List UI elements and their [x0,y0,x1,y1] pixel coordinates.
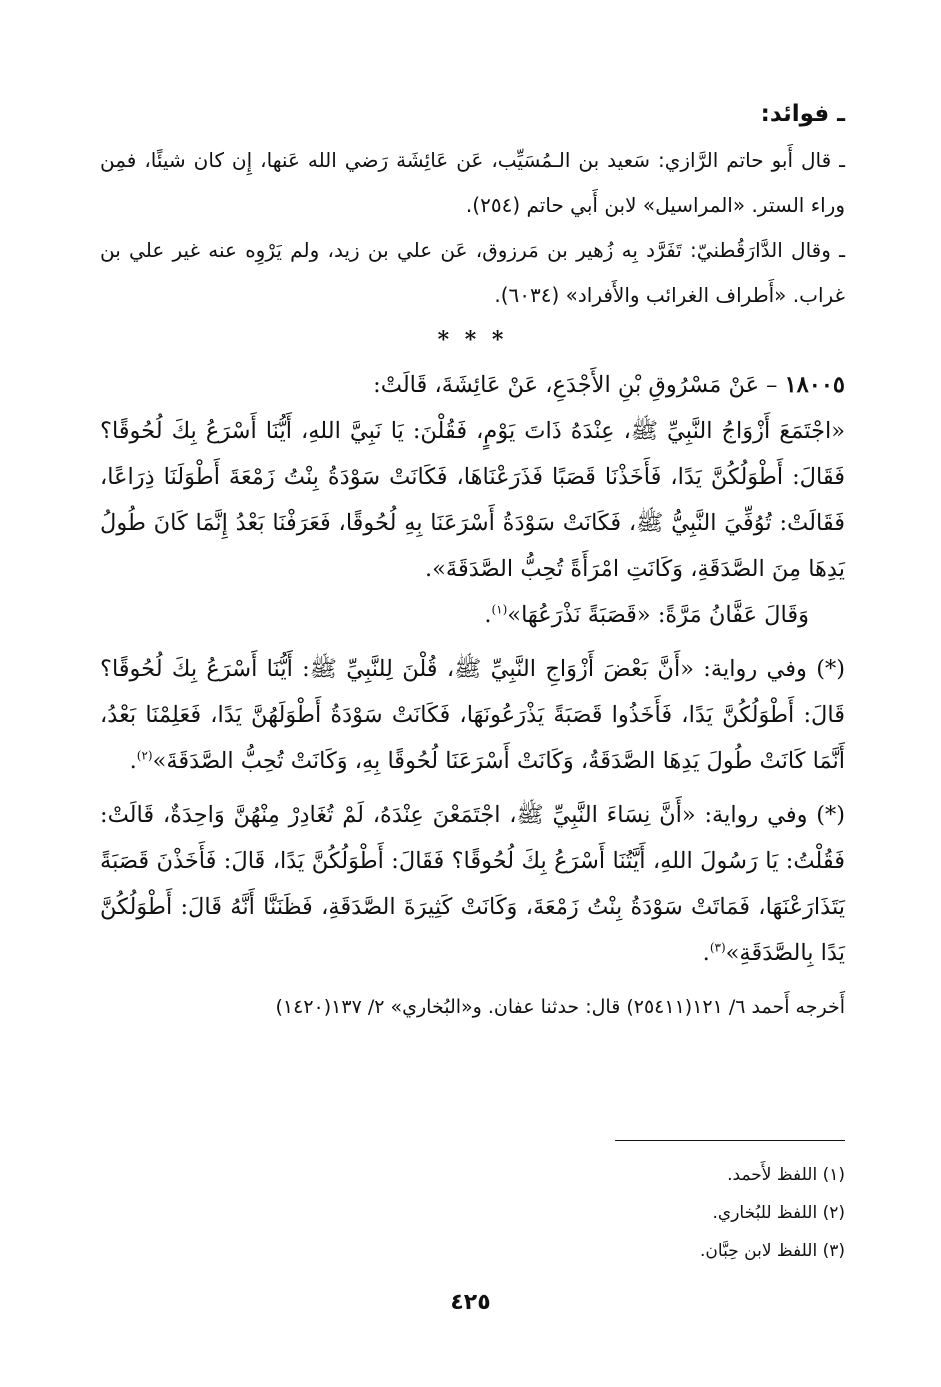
fawaid-heading: ـ فوائد: [760,101,845,127]
note-daraqutni: ـ وقال الدَّارَقُطنيّ: تَفَرَّد بِه زُهير بن مَرزوق، عَن علي بن زيد، ولم يَرْوِه عنه غير علي بن غراب. «أَطراف الغرائب والأَفراد» (٦٠٣٤). [100,238,845,307]
hadith-text: «اجْتَمَعَ أَزْوَاجُ النَّبِيِّ ﷺ، عِنْدَهُ ذَاتَ يَوْمٍ، فَقُلْنَ: يَا نَبِيَّ اللهِ، أَيُّنَا أَسْرَعُ بِكَ لُحُوقًا؟ فَقَالَ: أَطْوَلُكُنَّ يَدًا، فَأَخَذْنَا قَصَبًا فَذَرَعْنَاهَا، فَكَانَتْ سَوْدَةُ بِنْتُ زَمْعَةَ أَطْوَلَنَا ذِرَاعًا، فَقَالَتْ: تُوُفِّيَ النَّبِيُّ ﷺ، فَكَانَتْ سَوْدَةُ أَسْرَعَنَا بِهِ لُحُوقًا، فَعَرَفْنَا بَعْدُ إِنَّمَا كَانَ طُولُ يَدِهَا مِنَ الصَّدَقَةِ، وَكَانَتِ امْرَأَةً تُحِبُّ الصَّدَقَةَ». [100,418,845,582]
hadith-number: ١٨٠٠٥ [784,372,845,398]
hadith-affan [100,592,845,638]
riwaya-2 [100,792,845,976]
riwaya-2-end: . [702,940,710,966]
page-number: ٤٢٥ [450,1290,491,1315]
hadith-opening [100,362,845,408]
riwaya-2-text: (*) وفي رواية: «أَنَّ نِسَاءَ النَّبِيِّ ﷺ، اجْتَمَعْنَ عِنْدَهُ، لَمْ تُغَادِرْ مِنْهُنَّ وَاحِدَةٌ، قَالَتْ: فَقُلْتُ: يَا رَسُولَ اللهِ، أَيَّتُنَا أَسْرَعُ بِكَ لُحُوقًا؟ فَقَالَ: أَطْوَلُكُنَّ يَدًا، قَالَ: فَأَخَذْنَ قَصَبَةً يَتَذَارَعْنَهَا، فَمَاتَتْ سَوْدَةُ بِنْتُ زَمْعَةَ، وَكَانَتْ كَثِيرَةَ الصَّدَقَةِ، فَظَنَنَّا أَنَّهُ قَالَ: أَطْوَلُكُنَّ يَدًا بِالصَّدَقَةِ» [100,802,845,966]
footnote-ref-3: (٣) [709,940,726,955]
footnote-2: (٢) اللفظ للبُخاري. [712,1203,845,1223]
note-abu-hatim: ـ قال أَبو حاتم الرَّازي: سَعيد بن الـمُسَيِّب، عَن عَائِشَة رَضي الله عَنها، إِن كان شيئًا، فمِن وراء الستر. «المراسيل» لابن أَبي حاتم (٢٥٤). [100,148,845,217]
footnote-1: (١) اللفظ لأَحمد. [727,1165,845,1185]
footnote-ref-1: (١) [491,602,508,617]
footnote-3: (٣) اللفظ لابن حِبَّان. [700,1241,845,1261]
footnote-divider [615,1140,845,1141]
affan-end: . [484,602,492,628]
page-body [100,90,845,1028]
takhrij: أَخرجه أَحمد ٦/ ١٢١(٢٥٤١١) قال: حدثنا عفان. و«البُخاري» ٢/ ١٣٧(١٤٢٠) [275,996,845,1018]
footnote-ref-2: (٢) [136,748,153,763]
footnotes [100,1156,845,1270]
riwaya-1-end: . [129,748,137,774]
section-separator: * * * [437,327,508,353]
riwaya-1 [100,646,845,784]
hadith-isnad: – عَنْ مَسْرُوقِ بْنِ الأَجْدَعِ، عَنْ عَائِشَةَ، قَالَتْ: [373,372,778,398]
affan-text: وَقَالَ عَفَّانُ مَرَّةً: «قَصَبَةً نَذْرَعُهَا» [507,602,809,628]
riwaya-1-text: (*) وفي رواية: «أَنَّ بَعْضَ أَزْوَاجِ النَّبِيِّ ﷺ، قُلْنَ لِلنَّبِيِّ ﷺ: أَيُّنَا أَسْرَعُ بِكَ لُحُوقًا؟ قَالَ: أَطْوَلُكُنَّ يَدًا، فَأَخَذُوا قَصَبَةً يَذْرَعُونَهَا، فَكَانَتْ سَوْدَةُ أَطْوَلَهُنَّ يَدًا، فَعَلِمْنَا بَعْدُ، أَنَّمَا كَانَتْ طُولَ يَدِهَا الصَّدَقَةُ، وَكَانَتْ أَسْرَعَنَا لُحُوقًا بِهِ، وَكَانَتْ تُحِبُّ الصَّدَقَةَ» [100,656,845,774]
